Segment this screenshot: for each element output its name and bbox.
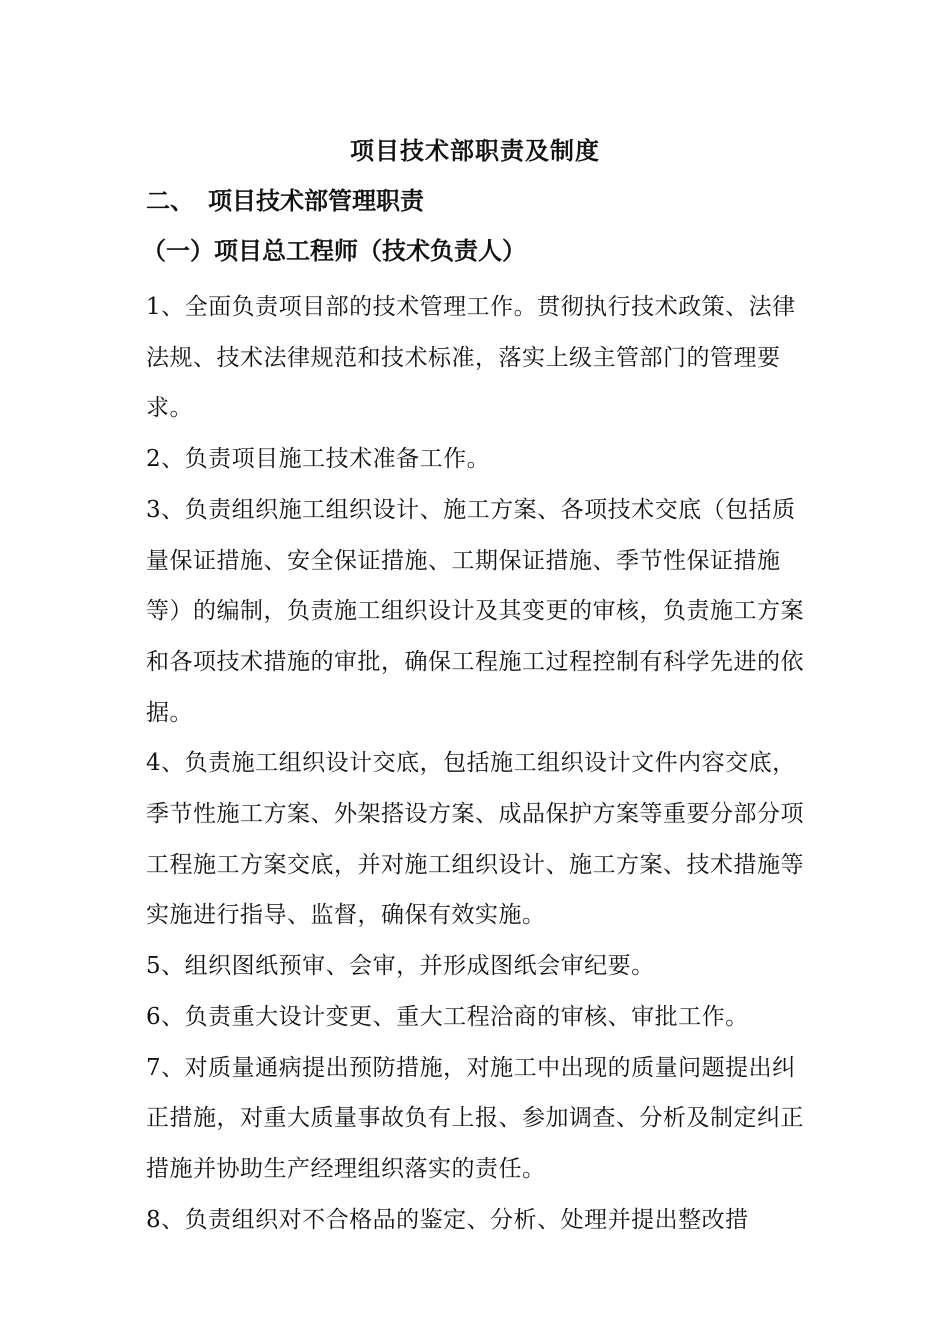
paragraph-4: 4、负责施工组织设计交底，包括施工组织设计文件内容交底，季节性施工方案、外架搭设方案、成品保护方案等重要分部分项工程施工方案交底，并对施工组织设计、施工方案、技术措施等实施进行指导、监督，确保有效实施。	[146, 750, 804, 929]
paragraph-1: 1、全面负责项目部的技术管理工作。贯彻执行技术政策、法律法规、技术法律规范和技术标准，落实上级主管部门的管理要求。	[146, 294, 796, 422]
document-title: 项目技术部职责及制度	[350, 137, 600, 165]
paragraph-7: 7、对质量通病提出预防措施，对施工中出现的质量问题提出纠正措施，对重大质量事故负有上报、参加调查、分析及制定纠正措施并协助生产经理组织落实的责任。	[146, 1054, 804, 1182]
paragraph-2: 2、负责项目施工技术准备工作。	[146, 446, 491, 473]
section-heading	[146, 183, 424, 219]
paragraph-6: 6、负责重大设计变更、重大工程洽商的审核、审批工作。	[146, 1003, 749, 1030]
paragraph-5: 5、组织图纸预审、会审，并形成图纸会审纪要。	[146, 953, 655, 980]
section-title: 项目技术部管理职责	[208, 187, 424, 215]
paragraph-3: 3、负责组织施工组织设计、施工方案、各项技术交底（包括质量保证措施、安全保证措施、工期保证措施、季节性保证措施等）的编制，负责施工组织设计及其变更的审核，负责施工方案和各项技术措施的审批，确保工程施工过程控制有科学先进的依据。	[146, 496, 804, 726]
section-number: 二、	[146, 187, 194, 215]
subsection-heading: （一）项目总工程师（技术负责人）	[142, 237, 526, 265]
body-text	[146, 282, 806, 1245]
paragraph-8: 8、负责组织对不合格品的鉴定、分析、处理并提出整改措	[146, 1206, 749, 1233]
